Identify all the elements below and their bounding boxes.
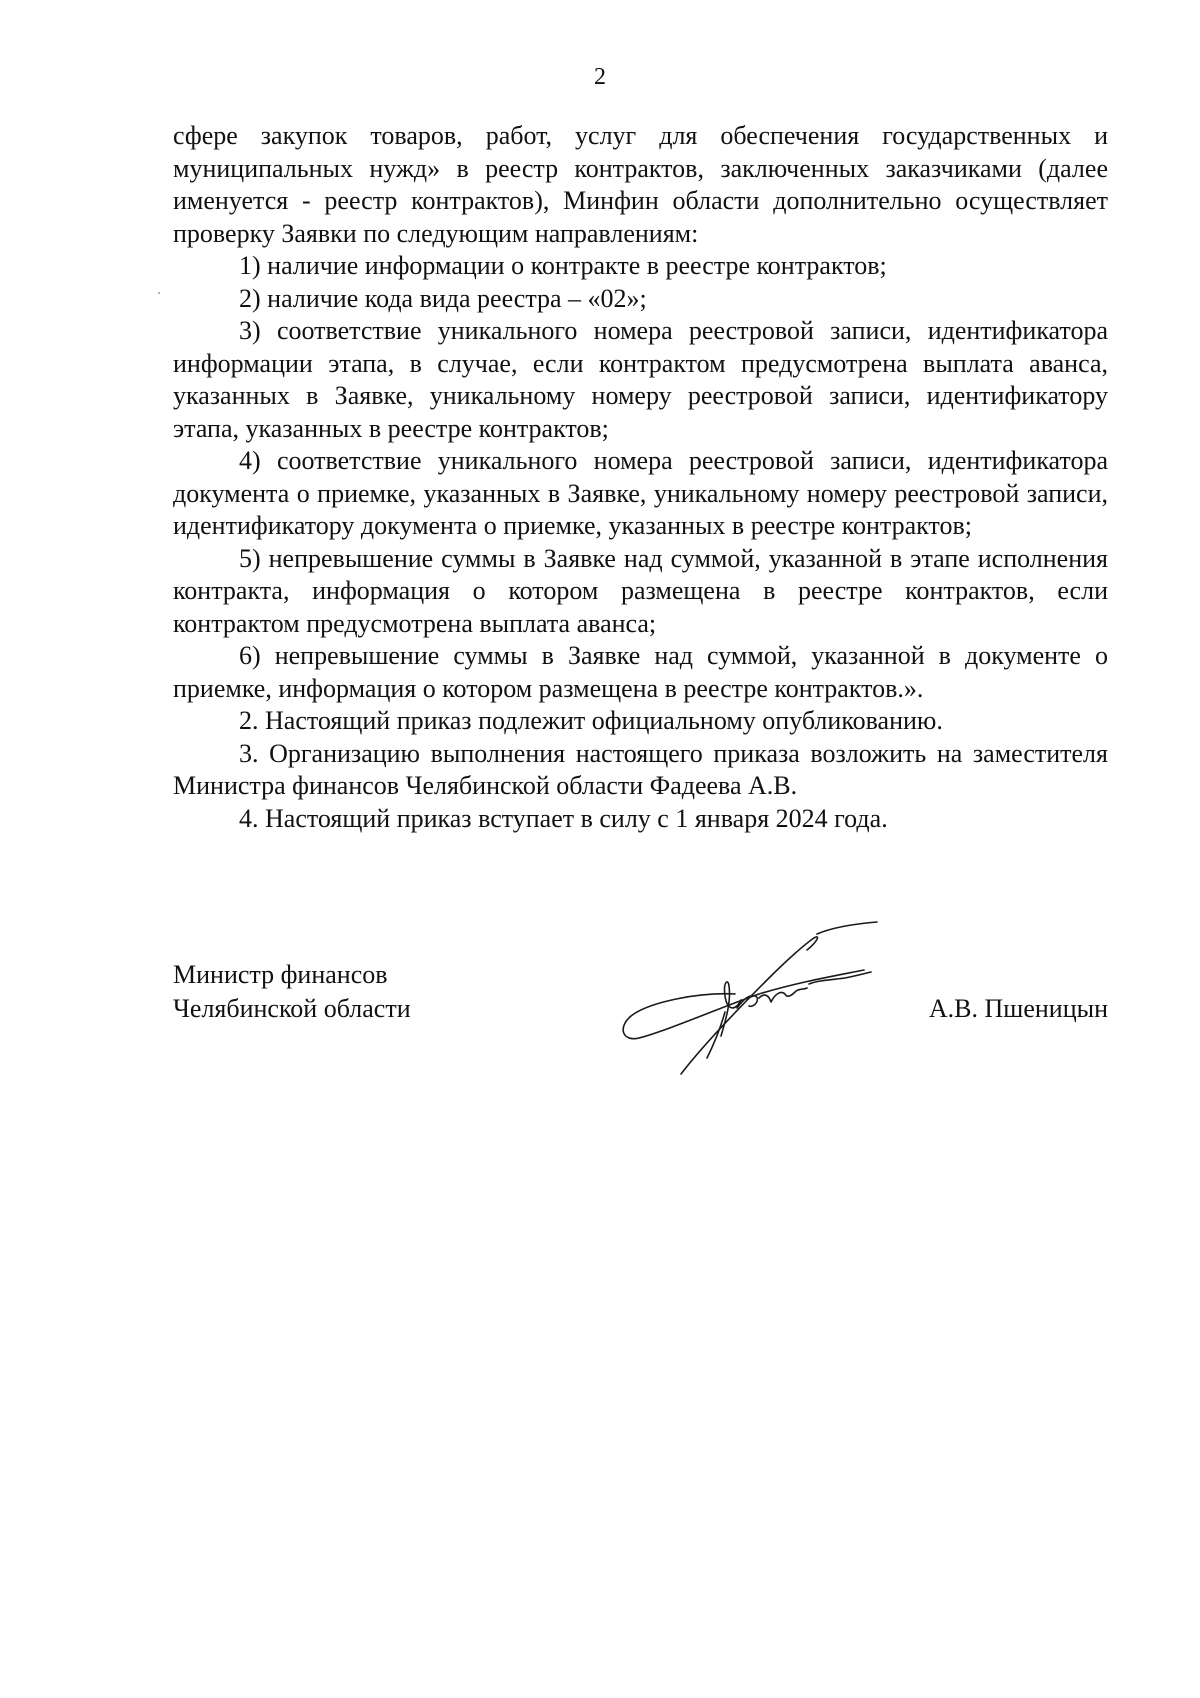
paragraph-intro: сфере закупок товаров, работ, услуг для обеспечения государственных и муниципальных нужд» в реестр контрактов, заключенных заказчиками (далее именуется - реестр контрактов), Минфин области дополнительно осуществляет проверку Заявки по следующим направлениям:: [173, 121, 1108, 248]
document-body: [173, 120, 1108, 835]
list-item-5: 5) непревышение суммы в Заявке над суммой, указанной в этапе исполнения контракта, информация о котором размещена в реестре контрактов, если контрактом предусмотрена выплата аванса;: [173, 543, 1108, 638]
clause-2: 2. Настоящий приказ подлежит официальному опубликованию.: [239, 706, 943, 735]
scan-speck: [158, 292, 160, 294]
list-item-2: 2) наличие кода вида реестра – «02»;: [239, 283, 647, 313]
signer-title-line-1: Министр финансов: [173, 960, 388, 989]
list-item-6: 6) непревышение суммы в Заявке над суммой, указанной в документе о приемке, информация о котором размещена в реестре контрактов.».: [173, 641, 1108, 703]
list-item-4: 4) соответствие уникального номера реестровой записи, идентификатора документа о приемке, указанных в Заявке, уникальному номеру реестровой записи, идентификатору документа о приемке, указанных в реестре контрактов;: [173, 446, 1108, 540]
signer-name: А.В. Пшеницын: [928, 994, 1108, 1023]
signer-title: [173, 958, 411, 1026]
signer-title-line-2: Челябинской области: [173, 994, 411, 1023]
list-item-1: 1) наличие информации о контракте в реестре контрактов;: [239, 251, 887, 280]
list-item-3: 3) соответствие уникального номера реестровой записи, идентификатора информации этапа, в случае, если контрактом предусмотрена выплата аванса, указанных в Заявке, уникальному номеру реестровой записи, идентификатору этапа, указанных в реестре контрактов;: [173, 316, 1108, 443]
clause-4: 4. Настоящий приказ вступает в силу с 1 января 2024 года.: [239, 803, 888, 833]
handwritten-signature: [609, 916, 884, 1086]
signature-block: [173, 958, 1108, 1108]
page-number: 2: [594, 64, 606, 90]
clause-3: 3. Организацию выполнения настоящего приказа возложить на заместителя Министра финансов Челябинской области Фадеева А.В.: [173, 738, 1108, 800]
